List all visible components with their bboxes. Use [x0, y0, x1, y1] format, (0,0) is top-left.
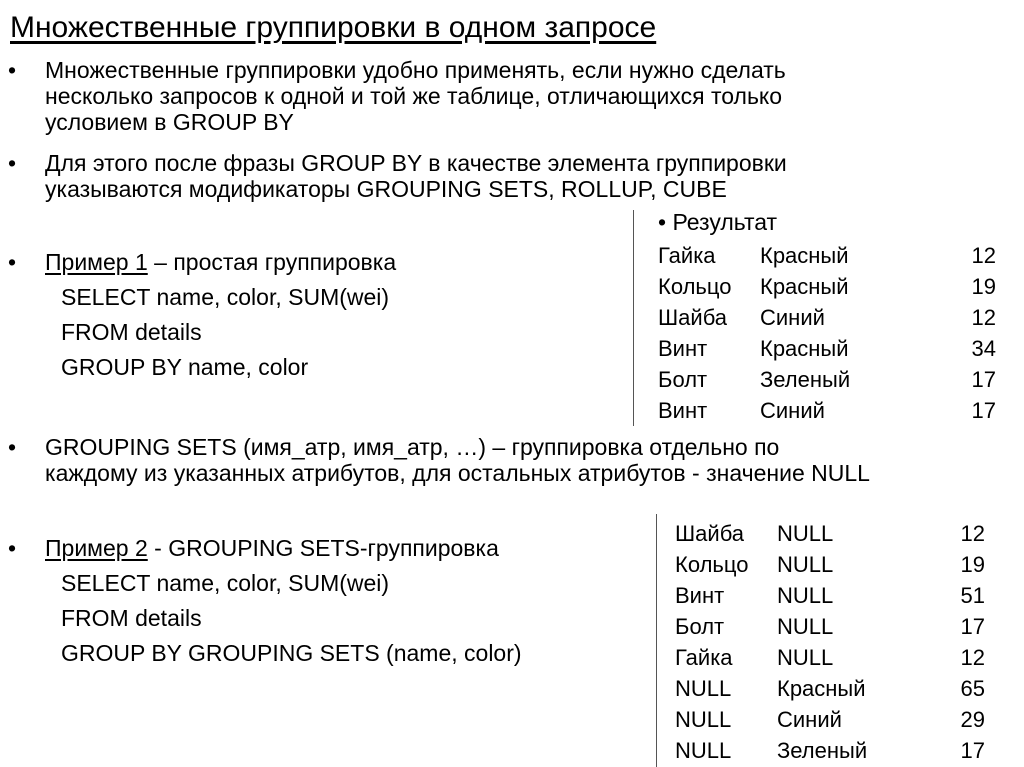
cell-color: NULL [777, 521, 834, 546]
cell-name: Винт [675, 583, 725, 608]
example1-link[interactable]: Пример 1 [45, 249, 148, 275]
table-row [675, 518, 985, 549]
example1-description: – простая группировка [147, 249, 397, 275]
bullet-line: несколько запросов к одной и той же таблице, отличающихся только [45, 83, 783, 109]
code-line: FROM details [61, 319, 202, 345]
table-row [658, 364, 996, 395]
bullet-line: Для этого после фразы GROUP BY в качестве элемента группировки [45, 150, 787, 176]
example1-heading [8, 249, 396, 275]
bullet-marker: • [8, 535, 17, 561]
table-row [675, 549, 985, 580]
table-row [658, 333, 996, 364]
cell-sum: 19 [971, 274, 996, 299]
cell-sum: 17 [971, 367, 996, 392]
cell-sum: 29 [960, 707, 985, 732]
cell-color: Синий [777, 707, 842, 732]
cell-sum: 12 [971, 305, 996, 330]
cell-color: NULL [777, 583, 834, 608]
cell-sum: 17 [960, 738, 985, 763]
cell-color: Красный [760, 243, 849, 268]
table-row [658, 271, 996, 302]
bullet-line: Множественные группировки удобно применять, если нужно сделать [45, 57, 786, 83]
cell-color: Зеленый [760, 367, 851, 392]
cell-color: Красный [777, 676, 866, 701]
code-line: GROUP BY GROUPING SETS (name, color) [61, 640, 522, 666]
example2-heading [8, 535, 499, 561]
bullet-line: каждому из указанных атрибутов, для остальных атрибутов - значение NULL [45, 460, 870, 486]
cell-color: NULL [777, 552, 834, 577]
cell-sum: 19 [960, 552, 985, 577]
table-row [658, 240, 996, 271]
example1-code [61, 280, 389, 385]
bullet-marker: • [8, 434, 17, 460]
cell-color: Синий [760, 398, 825, 423]
table-row [675, 580, 985, 611]
cell-name: Кольцо [675, 552, 749, 577]
table-row [675, 642, 985, 673]
cell-color: NULL [777, 614, 834, 639]
example2-description: - GROUPING SETS-группировка [147, 535, 499, 561]
bullet-multiple-groupings [8, 57, 786, 135]
bullet-grouping-sets [8, 434, 870, 486]
cell-color: Красный [760, 274, 849, 299]
cell-name: Винт [658, 336, 708, 361]
table-row [675, 673, 985, 704]
code-line: FROM details [61, 605, 202, 631]
bullet-line: указываются модификаторы GROUPING SETS, ROLLUP, CUBE [45, 176, 727, 202]
cell-name: Шайба [658, 305, 728, 330]
cell-name: Винт [658, 398, 708, 423]
cell-color: Синий [760, 305, 825, 330]
table-row [675, 704, 985, 735]
cell-sum: 65 [960, 676, 985, 701]
bullet-line: условием в GROUP BY [45, 109, 294, 135]
cell-name: Шайба [675, 521, 745, 546]
result2-table [675, 518, 985, 766]
bullet-marker: • [8, 150, 17, 176]
cell-sum: 17 [971, 398, 996, 423]
example2-link[interactable]: Пример 2 [45, 535, 148, 561]
cell-name: NULL [675, 676, 732, 701]
cell-sum: 51 [960, 583, 985, 608]
cell-sum: 12 [960, 645, 985, 670]
bullet-line: GROUPING SETS (имя_атр, имя_атр, …) – группировка отдельно по [45, 434, 780, 460]
code-line: SELECT name, color, SUM(wei) [61, 570, 390, 596]
example2-code [61, 566, 522, 671]
cell-name: Гайка [675, 645, 733, 670]
cell-sum: 12 [960, 521, 985, 546]
cell-sum: 17 [960, 614, 985, 639]
result1-title: • Результат [658, 209, 778, 235]
result2-divider [656, 514, 657, 767]
cell-name: Кольцо [658, 274, 732, 299]
cell-sum: 12 [971, 243, 996, 268]
cell-name: Болт [675, 614, 725, 639]
table-row [675, 735, 985, 766]
code-line: SELECT name, color, SUM(wei) [61, 284, 390, 310]
cell-name: Гайка [658, 243, 716, 268]
cell-name: NULL [675, 707, 732, 732]
slide-title: Множественные группировки в одном запросе [10, 11, 657, 44]
bullet-marker: • [8, 57, 17, 83]
table-row [675, 611, 985, 642]
cell-name: NULL [675, 738, 732, 763]
cell-color: Зеленый [777, 738, 868, 763]
result1-divider [633, 210, 634, 426]
code-line: GROUP BY name, color [61, 354, 309, 380]
result1-table [658, 240, 996, 426]
table-row [658, 395, 996, 426]
bullet-marker: • [8, 249, 17, 275]
cell-name: Болт [658, 367, 708, 392]
bullet-modifiers [8, 150, 787, 202]
cell-color: NULL [777, 645, 834, 670]
cell-sum: 34 [971, 336, 996, 361]
table-row [658, 302, 996, 333]
cell-color: Красный [760, 336, 849, 361]
